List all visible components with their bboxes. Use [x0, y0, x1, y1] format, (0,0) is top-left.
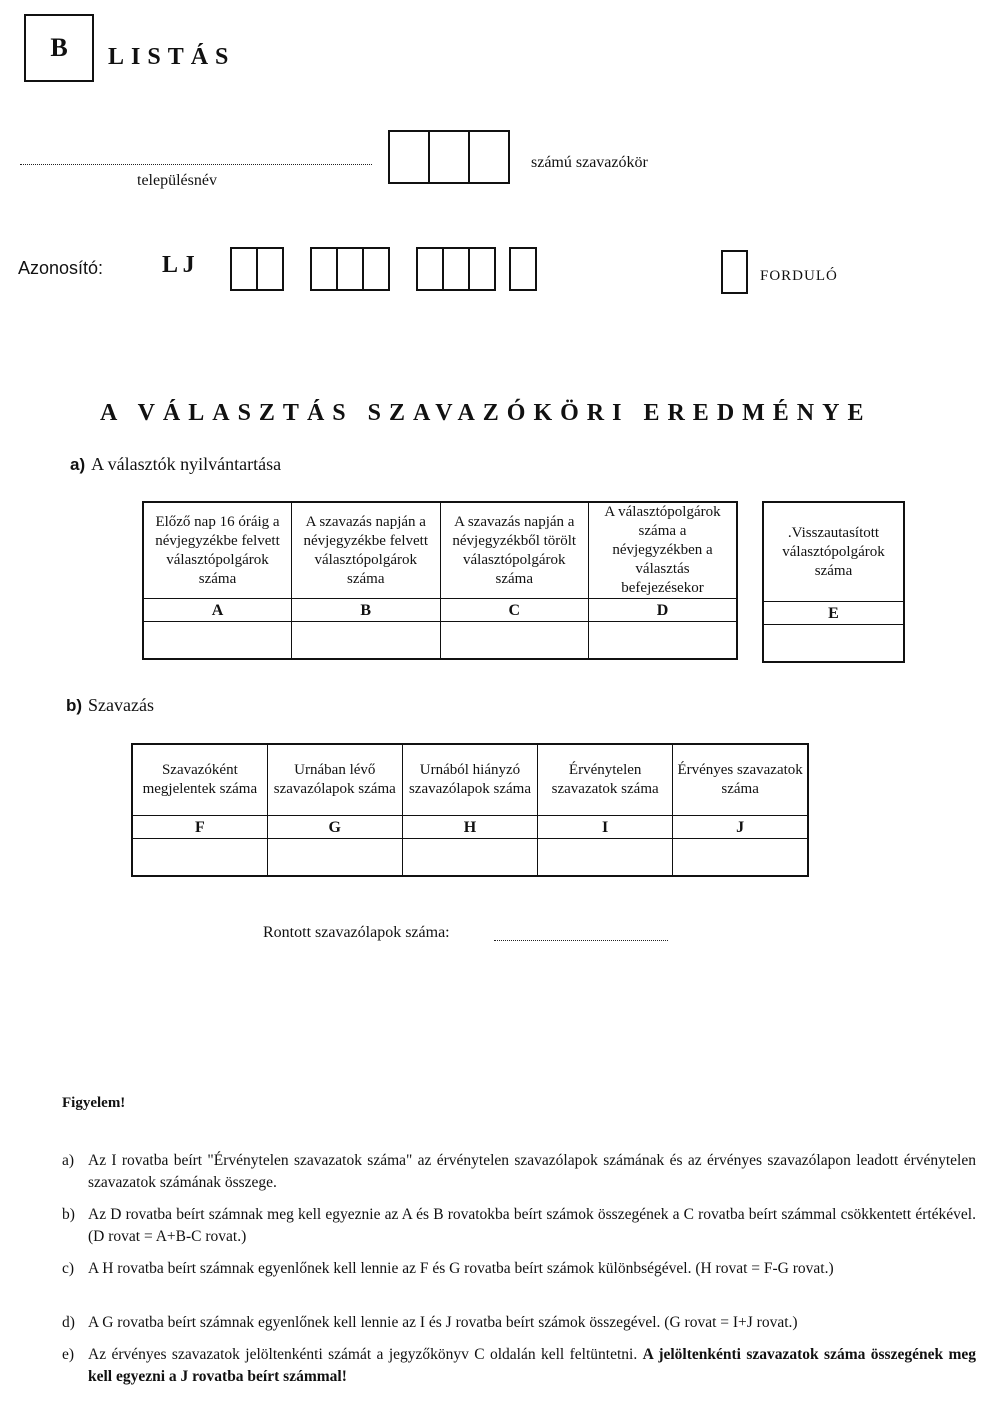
column-h-code: H	[402, 816, 537, 839]
column-e-header: .Visszautasított választópolgárok száma	[763, 502, 904, 602]
notice-item-c-text: A H rovatba beírt számnak egyenlőnek kell lennie az F és G rovatba beírt számok különbségével. (H rovat = F-G rovat.)	[88, 1260, 834, 1277]
voting-table	[131, 743, 809, 877]
column-d-value[interactable]	[589, 622, 738, 660]
column-f-header: Szavazóként megjelentek száma	[132, 744, 267, 816]
round-label: FORDULÓ	[760, 268, 838, 284]
column-e-value[interactable]	[763, 625, 904, 663]
column-g-code: G	[267, 816, 402, 839]
notice-item-a-text: Az I rovatba beírt "Érvénytelen szavazatok száma" az érvénytelen szavazólapok számának és az érvényes szavazólapon leadott érvénytelen szavazatok számának összege.	[88, 1152, 976, 1191]
column-g-value[interactable]	[267, 839, 402, 877]
column-c-code: C	[440, 599, 589, 622]
list-letter-box	[24, 14, 94, 82]
notice-item-e-tag: e)	[62, 1346, 75, 1363]
id-prefix: L J	[162, 252, 195, 278]
notice-item-c-tag: c)	[62, 1260, 75, 1277]
column-e-code: E	[763, 602, 904, 625]
notice-title: Figyelem!	[62, 1095, 126, 1111]
id-cells-group-1[interactable]	[230, 247, 284, 291]
column-i-code: I	[538, 816, 673, 839]
column-j-header: Érvényes szavazatok száma	[673, 744, 808, 816]
column-g-header: Urnában lévő szavazólapok száma	[267, 744, 402, 816]
notice-item-a	[62, 1150, 976, 1194]
column-j-value[interactable]	[673, 839, 808, 877]
voter-register-table	[142, 501, 738, 660]
notice-item-b-text: Az D rovatba beírt számnak meg kell egyeznie az A és B rovatokba beírt számok összegének a C rovatba beírt számmal csökkentett értékével. (D rovat = A+B-C rovat.)	[88, 1206, 976, 1245]
column-i-value[interactable]	[538, 839, 673, 877]
settlement-input-line[interactable]	[20, 164, 372, 165]
list-letter: B	[50, 33, 68, 62]
notice-item-e-bold-text: A jelöltenkénti szavazatok száma összegének meg kell egyezni a J rovatba beírt számmal!	[88, 1346, 977, 1385]
page-title: A VÁLASZTÁS SZAVAZÓKÖRI EREDMÉNYE	[100, 400, 872, 426]
section-a-marker: a)	[70, 455, 86, 474]
notice-item-e-body	[88, 1344, 976, 1388]
notice-item-e	[62, 1344, 976, 1388]
section-b-label: Szavazás	[88, 695, 155, 715]
district-suffix: számú szavazókör	[531, 154, 648, 171]
notice-item-d-tag: d)	[62, 1314, 75, 1331]
round-cell[interactable]	[721, 250, 748, 294]
id-cells-group-3[interactable]	[416, 247, 496, 291]
notice-item-d-text: A G rovatba beírt számnak egyenlőnek kell lennie az I és J rovatba beírt számok összegével. (G rovat = I+J rovat.)	[88, 1314, 798, 1331]
notice-item-d	[62, 1312, 976, 1334]
column-h-value[interactable]	[402, 839, 537, 877]
notice-item-b-tag: b)	[62, 1206, 75, 1223]
id-label: Azonosító:	[18, 258, 104, 278]
column-a-value[interactable]	[143, 622, 292, 660]
section-b-heading	[66, 695, 154, 716]
column-i-header: Érvénytelen szavazatok száma	[538, 744, 673, 816]
column-b-value[interactable]	[292, 622, 441, 660]
rejected-voters-table	[762, 501, 905, 663]
column-c-header: A szavazás napján a névjegyzékből törölt választópolgárok száma	[440, 502, 589, 599]
section-a-label: A választók nyilvántartása	[91, 454, 282, 474]
section-b-marker: b)	[66, 696, 83, 715]
column-h-header: Urnából hiányzó szavazólapok száma	[402, 744, 537, 816]
column-j-code: J	[673, 816, 808, 839]
settlement-label: településnév	[137, 172, 217, 189]
column-d-header: A választópolgárok száma a névjegyzékben a választás befejezésekor	[589, 502, 738, 599]
spoiled-ballots-label: Rontott szavazólapok száma:	[263, 924, 450, 941]
column-a-code: A	[143, 599, 292, 622]
column-a-header: Előző nap 16 óráig a névjegyzékbe felvett választópolgárok száma	[143, 502, 292, 599]
id-cells-group-4[interactable]	[509, 247, 537, 291]
column-b-header: A szavazás napján a névjegyzékbe felvett választópolgárok száma	[292, 502, 441, 599]
notice-item-b	[62, 1204, 976, 1248]
column-d-code: D	[589, 599, 738, 622]
district-number-cells[interactable]	[388, 130, 510, 184]
column-f-code: F	[132, 816, 267, 839]
list-title: LISTÁS	[108, 44, 236, 70]
section-a-heading	[70, 454, 281, 475]
column-c-value[interactable]	[440, 622, 589, 660]
spoiled-ballots-input[interactable]	[494, 940, 668, 941]
column-b-code: B	[292, 599, 441, 622]
column-f-value[interactable]	[132, 839, 267, 877]
notice-item-c	[62, 1258, 976, 1280]
notice-item-a-tag: a)	[62, 1152, 75, 1169]
id-cells-group-2[interactable]	[310, 247, 390, 291]
notice-item-e-text: Az érvényes szavazatok jelöltenkénti számát a jegyzőkönyv C oldalán kell feltüntetni.	[88, 1346, 638, 1363]
